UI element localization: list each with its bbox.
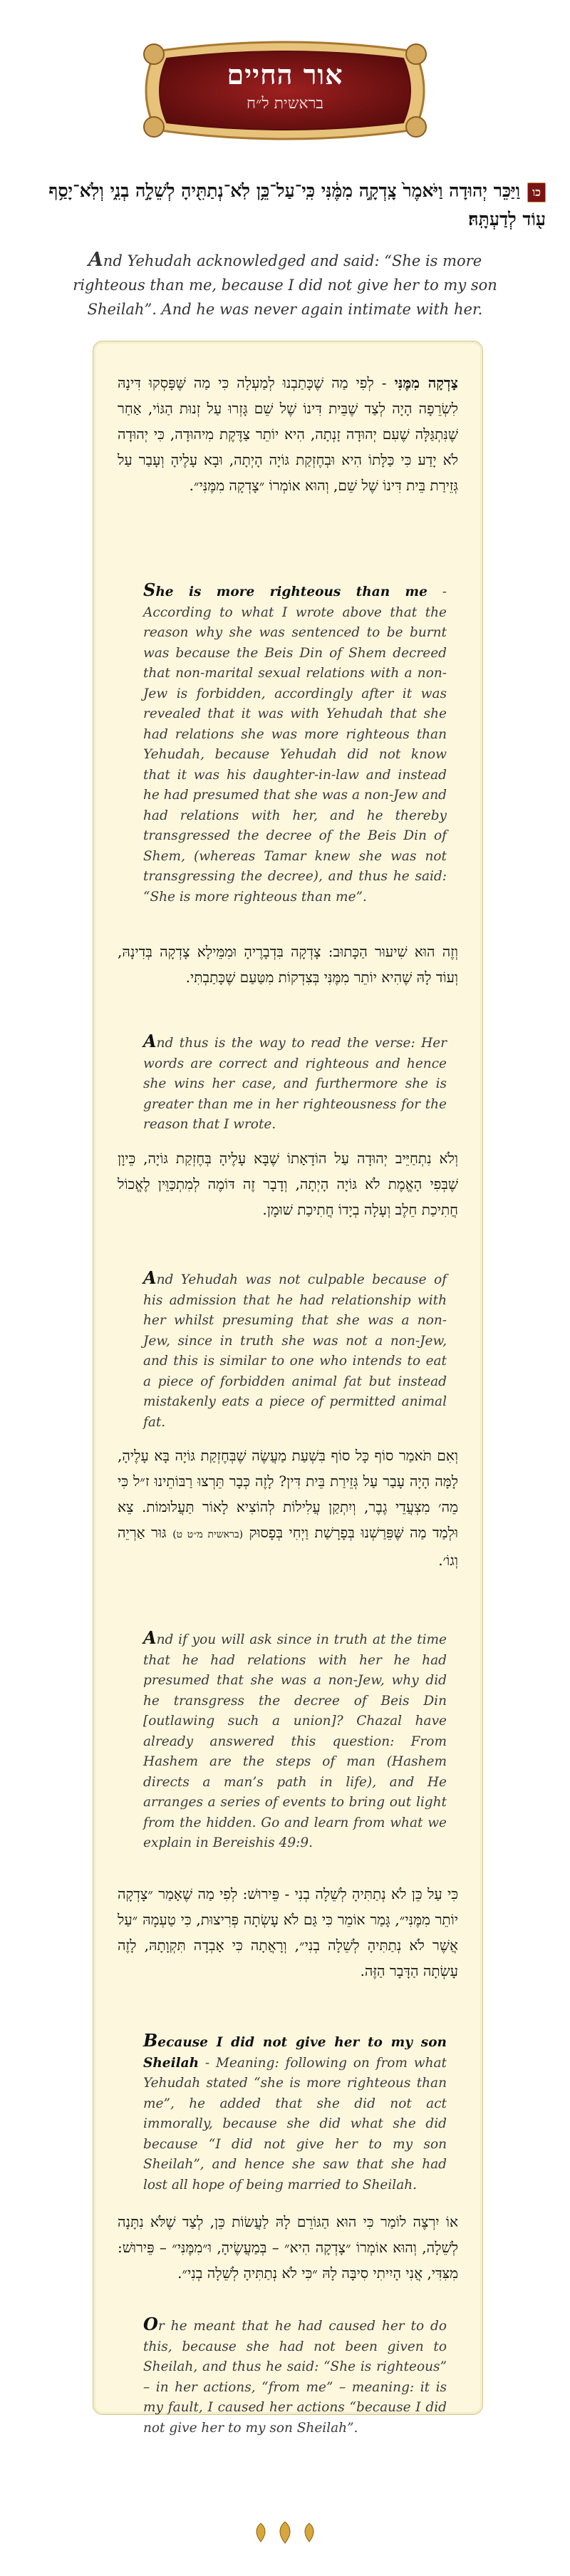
commentary-hebrew-1 bbox=[118, 370, 458, 498]
english-dropcap: O bbox=[143, 2314, 158, 2334]
banner-title: אור החיים bbox=[227, 58, 343, 91]
hebrew-text: - לְפִי מַה שֶׁכָּתַבְנוּ לְמַעְלָה כִּי מַה שֶּׁפָּסְקוּ דִּינָהּ לִשְׂרֵפָה הָיָה לְצַד שֶׁבֵּית דִּינוֹ שֶׁל שֵׁם גָּזְרוּ עַל זְנוּת הַגּוֹי, אַחַר שֶׁנִּתְגַּלָּה שֶׁעִם יְהוּדָה זָנְתָה, הִיא יוֹתֵר צַדֶּקֶת מִיהוּדָה, כִּי יְהוּדָה לֹא יָדַע כִּי כַּלָּתוֹ הִיא וּבְחֶזְקַת גּוֹיָה הָיְתָה, וּבָא עָלֶיהָ וְעָבַר עַל גְּזֵירַת בֵּית דִּינוֹ שֶׁל שֵׁם, וְהוּא אוֹמְרוֹ ״צָדְקָה מִמֶּנִּי״. bbox=[118, 374, 458, 494]
verse-hebrew bbox=[24, 177, 546, 234]
commentary-english-6 bbox=[143, 2314, 447, 2438]
verse-english bbox=[50, 248, 520, 321]
verse-number-badge: כו bbox=[527, 182, 546, 202]
commentary-panel bbox=[93, 341, 483, 2436]
hebrew-text: וְלֹא נִתְחַיֵּיב יְהוּדָה עַל הוֹדָאָתוֹ שֶׁבָּא עָלֶיהָ בְּחֶזְקַת גּוֹיָה, כֵּיוָן שֶׁבְּפִי הָאֱמֶת לֹא גּוֹיָה הָיְתָה, וְדָבָר זֶה דּוֹמֶה לְמִתְכַּוֵּין לֶאֱכוֹל חֲתִיכַת חֵלֶב וְעָלָה בְיָדוֹ חֲתִיכַת שׁוּמָן. bbox=[118, 1150, 458, 1218]
hebrew-tail: גּוּר אַרְיֵה וְגוֹ׳. bbox=[118, 1524, 458, 1569]
english-text: r he meant that he had caused her to do this, because she had not been given to Sheilah, and thus he said: “She is righteous” – in her actions, “from me” – meaning: it is my fault, I caused her actions “because I did not give her to my son Sheilah”. bbox=[143, 2319, 447, 2436]
hebrew-lead: צָדְקָה מִמֶּנִּי bbox=[394, 374, 459, 391]
verse-dropcap: A bbox=[88, 249, 103, 271]
english-lead-text: ecause I did not give her to my son Sheilah bbox=[143, 2035, 447, 2071]
hebrew-text: וְאִם תֹּאמַר סוֹף כָּל סוֹף בִּשְׁעַת מַעֲשֶׂה שֶׁבְּחֶזְקַת גּוֹיָה בָּא עָלֶיהָ, לָמָּה הָיָה עָבַר עַל גְּזֵירַת בֵּית דִּין? לָזֶה כְּבָר תֵּרְצוּ רַבּוֹתֵינוּ ז״ל כִּי מֵה׳ מִצְעֲדֵי גֶבֶר, וְיִתְקַן עֲלִילוֹת לְהוֹצִיא לָאוֹר תַּעֲלוּמוֹת. צֵא וּלְמַד מַה שֶּׁפֵּרַשְׁנוּ בְּפָרָשַׁת וַיְחִי בְּפָסוּק bbox=[118, 1447, 458, 1541]
english-text: nd Yehudah was not culpable because of his admission that he had relationship with her whilst presuming that she was a non-Jew, since in truth she was not a non-Jew, and this is similar to one who intends to eat a piece of forbidden animal fat but instead mistakenly eats a piece of permitted animal fat. bbox=[143, 1272, 447, 1430]
banner-subtitle: בראשית ל״ח bbox=[246, 95, 324, 113]
commentary-hebrew-2 bbox=[118, 939, 458, 990]
english-dropcap: A bbox=[143, 1267, 157, 1288]
english-lead bbox=[143, 579, 428, 600]
commentary-english-4 bbox=[143, 1628, 447, 1854]
english-lead-text: he is more righteous than me bbox=[155, 584, 428, 599]
english-text: - According to what I wrote above that the reason why she was sentenced to be burnt was because the Beis Din of Shem decreed that non-marital sexual relations with a non-Jew is forbidden, accordingly after it was revealed that it was with Yehudah that she had relations she was more righteous than Yehudah, because Yehudah did not know that it was his daughter-in-law and instead he had presumed that she was a non-Jew and had relations with her, and he thereby transgressed the decree of the Beis Din of Shem, (whereas Tamar knew she was not transgressing the decree), and thus he said: “She is more righteous than me”. bbox=[143, 584, 447, 905]
commentary-english-1 bbox=[143, 580, 447, 907]
commentary-hebrew-6 bbox=[118, 2209, 458, 2286]
commentary-english-3 bbox=[143, 1268, 447, 1433]
commentary-hebrew-3 bbox=[118, 1145, 458, 1222]
verse-hebrew-text: וַיַּכֵּר יְהוּדָה וַיֹּאמֶר֙ צָֽדְקָ֣ה מִמֶּ֔נִּי כִּֽי־עַל־כֵּ֥ן לֹֽא־נְתַתִּ֖יהָ לְשֵׁלָ֣ה בְנִ֑י וְלֹֽא־יָסַ֥ף ע֖וֹד לְדַעְתָּֽהּ׃ bbox=[48, 180, 546, 230]
verse-english-text: nd Yehudah acknowledged and said: “She is more righteous than me, because I did not give her to my son Sheilah”. And he was never again intimate with her. bbox=[73, 252, 497, 318]
english-dropcap: A bbox=[143, 1627, 157, 1648]
title-banner bbox=[134, 37, 436, 144]
commentary-english-2 bbox=[143, 1031, 447, 1135]
english-text: - Meaning: following on from what Yehudah stated “she is more righteous than me”, he added that she did not act immorally, because she did what she did because “I did not give her to my son Sheilah”, and hence she saw that she had lost all hope of being married to Sheilah. bbox=[143, 2055, 447, 2193]
hebrew-text: כִּי עַל כֵּן לֹא נְתַתִּיהָ לְשֵׁלָה בְנִי - פֵּירוּשׁ: לְפִי מַה שֶׁאָמַר ״צָדְקָה יוֹתֵר מִמֶּנִּי״, גָּמַר אוֹמֵר כִּי גַּם לֹא עָשְׂתָה פְּרִיצוּת, כִּי טַעְמָהּ ״עַל אֲשֶׁר לֹא נְתַתִּיהָ לְשֵׁלָה בְנִי״, וְרָאֲתָה כִּי אָבְדָה תִּקְוָתָהּ, לָזֶה עָשְׂתָה הַדָּבָר הַזֶּה. bbox=[118, 1885, 458, 1979]
english-dropcap: B bbox=[143, 2030, 158, 2051]
hebrew-text: וְזֶה הוּא שִׁיעוּר הַכָּתוּב: צָדְקָה בִּדְבָרֶיהָ וּמִמֵּילָא צָדְקָה בְּדִינָהּ, וְעוֹד לָהּ שֶׁהִיא יוֹתֵר מִמֶּנִּי בְּצִדְקוֹת מִטַּעַם שֶׁכָּתַבְתִּי. bbox=[118, 943, 458, 986]
english-dropcap: S bbox=[143, 579, 156, 600]
hebrew-text: אוֹ יִרְצֶה לוֹמַר כִּי הוּא הַגּוֹרֵם לָהּ לַעֲשׂוֹת כֵּן, לְצַד שֶׁלֹּא נִתָּנָה לְשֵׁלָה, וְהוּא אוֹמְרוֹ ״צָדְקָה הִיא״ – בְּמַעֲשֶׂיהָ, וּ״מִמֶּנִּי״ – פֵּירוּשׁ: מִצִּדִּי, אֲנִי הָיִיתִי סִיבָּה לָהּ ״כִּי לֹא נְתַתִּיהָ לְשֵׁלָה בְנִי״. bbox=[118, 2213, 458, 2282]
english-dropcap: A bbox=[143, 1031, 157, 1051]
english-text: nd if you will ask since in truth at the time that he had relations with her he had presumed that she was a non-Jew, why did he transgress the decree of Beis Din [outlawing such a union]? Chazal have already answered this question: From Hashem are the steps of man (Hashem directs a man’s path in life), and He arranges a series of events to bring out light from the hidden. Go and learn from what we explain in Bereishis 49:9. bbox=[143, 1632, 447, 1850]
commentary-english-5 bbox=[143, 2031, 447, 2195]
english-text: nd thus is the way to read the verse: Her words are correct and righteous and hence she wins her case, and furthermore she is greater than me in her righteousness for the reason that I wrote. bbox=[143, 1036, 447, 1132]
shell-ornament-icon bbox=[249, 2520, 321, 2545]
commentary-hebrew-5 bbox=[118, 1881, 458, 1984]
commentary-hebrew-4 bbox=[118, 1443, 458, 1573]
hebrew-source-ref: (בראשית מ״ט ט) bbox=[172, 1529, 244, 1540]
